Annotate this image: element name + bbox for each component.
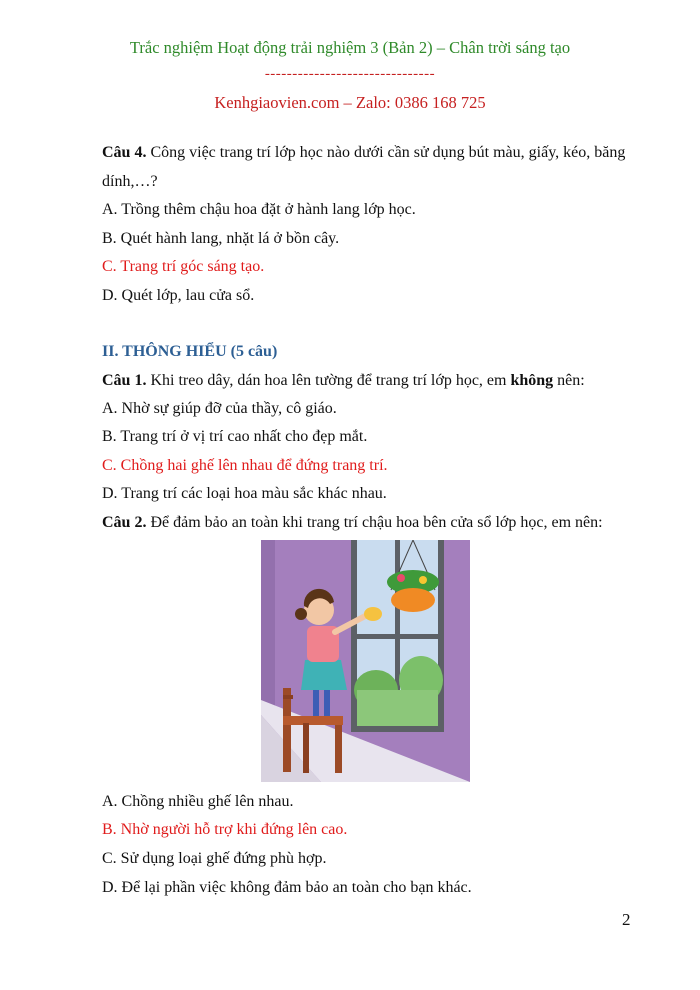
header-site-contact: Kenhgiaovien.com – Zalo: 0386 168 725 [214,93,486,112]
question-1-line [102,372,585,390]
question-2-option-c: C. Sử dụng loại ghế đứng phù hợp. [102,850,327,867]
question-4-option-d: D. Quét lớp, lau cửa sổ. [102,287,255,304]
question-2-option-d: D. Để lại phần việc không đảm bảo an toàn cho bạn khác. [102,879,472,896]
question-1-option-a: A. Nhờ sự giúp đỡ của thầy, cô giáo. [102,400,337,417]
question-1-option-c-answer: C. Chồng hai ghế lên nhau để đứng trang trí. [102,457,388,474]
document-header-title: Trắc nghiệm Hoạt động trải nghiệm 3 (Bản 2) – Chân trời sáng tạo [129,38,571,57]
question-4-line2: dính,…? [102,173,158,190]
question-1-text-pre: Khi treo dây, dán hoa lên tường để trang trí lớp học, em [146,372,511,389]
question-2-line [102,514,603,532]
question-4-line1 [102,144,625,162]
question-4-text: Công việc trang trí lớp học nào dưới cần sử dụng bút màu, giấy, kéo, băng [146,144,626,161]
header-divider: ------------------------------- [264,66,436,82]
question-4-label: Câu 4. [102,144,147,161]
girl-decorating-window-illustration [261,540,470,782]
question-1-label: Câu 1. [102,372,147,389]
question-2-option-b-answer: B. Nhờ người hỗ trợ khi đứng lên cao. [102,821,348,838]
question-1-text-post: nên: [553,372,585,389]
question-2-text: Để đảm bảo an toàn khi trang trí chậu hoa bên cửa sổ lớp học, em nên: [146,514,603,531]
question-4-option-c-answer: C. Trang trí góc sáng tạo. [102,258,265,275]
question-1-option-d: D. Trang trí các loại hoa màu sắc khác nhau. [102,485,387,502]
question-1-text-bold: không [510,372,554,389]
question-2-label: Câu 2. [102,514,147,531]
question-1-option-b: B. Trang trí ở vị trí cao nhất cho đẹp mắt. [102,428,368,445]
page-number: 2 [622,910,631,929]
question-4-option-a: A. Trồng thêm chậu hoa đặt ở hành lang lớp học. [102,201,416,218]
question-4-option-b: B. Quét hành lang, nhặt lá ở bồn cây. [102,230,340,247]
section-heading: II. THÔNG HIỂU (5 câu) [102,343,278,360]
question-2-option-a: A. Chồng nhiều ghế lên nhau. [102,793,294,810]
